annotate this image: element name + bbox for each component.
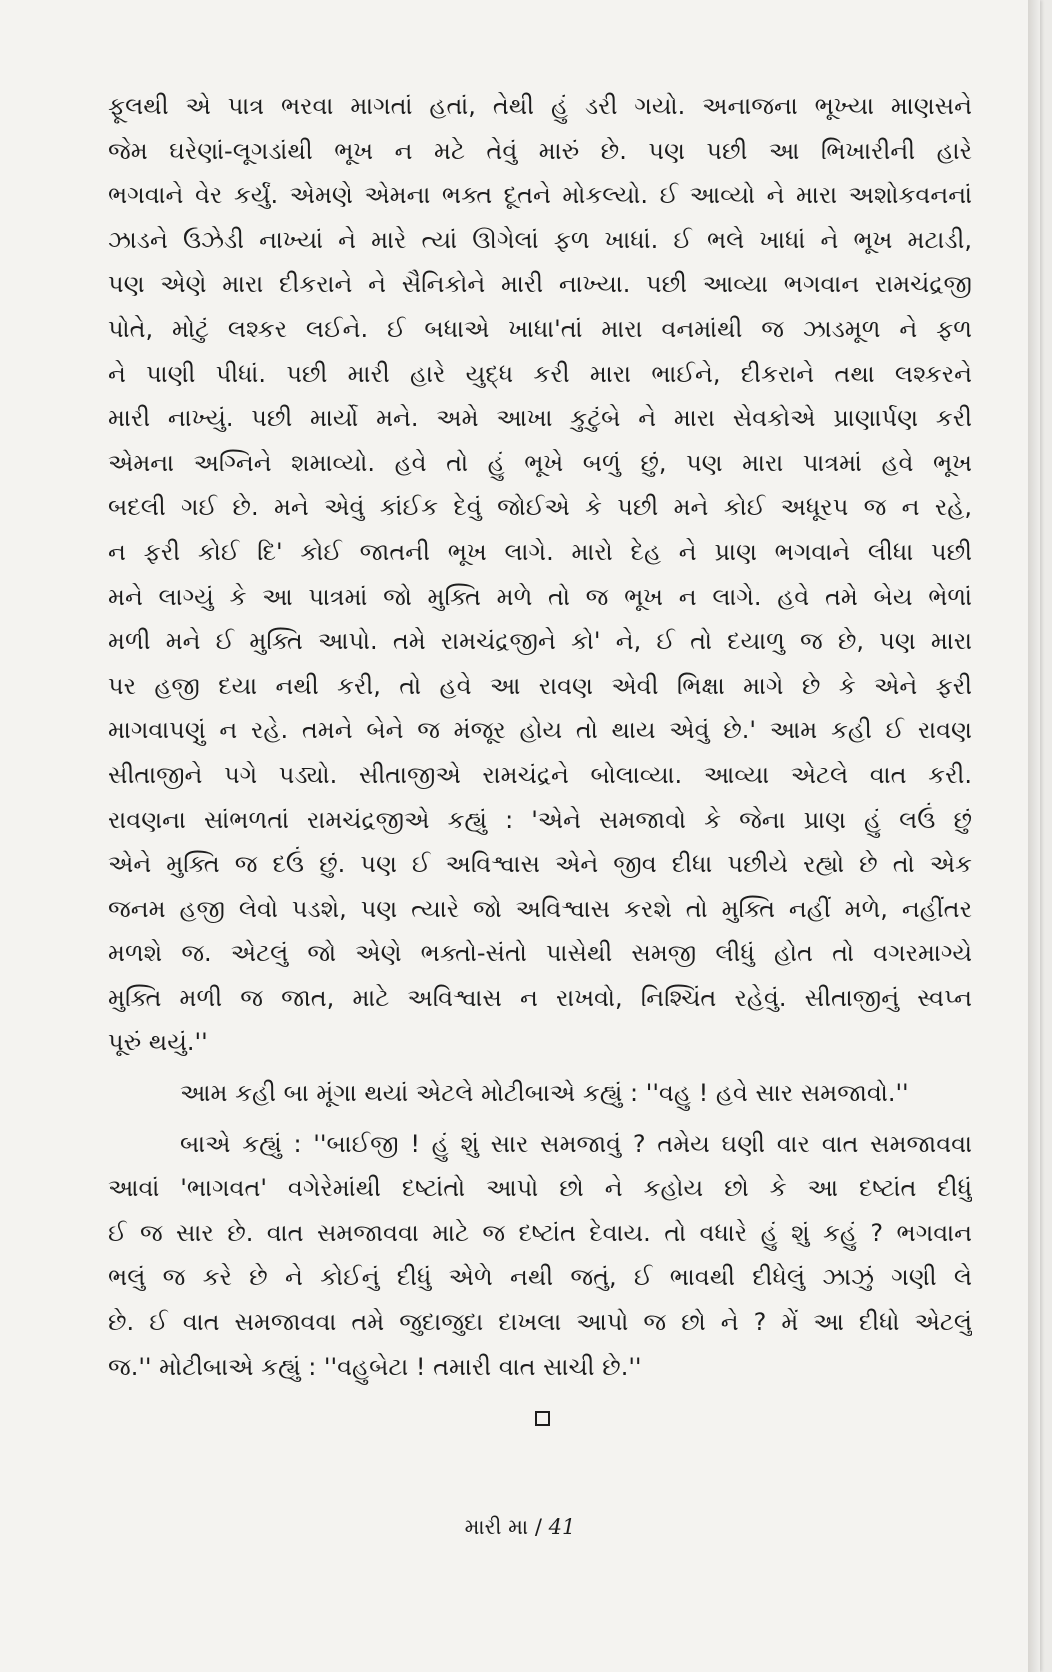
text-line: મને લાગ્યું કે આ પાત્રમાં જો મુક્તિ મળે તો જ ભૂખ ન લાગે. હવે તમે બેય ભેળાં xyxy=(108,582,972,611)
text-line: જેમ ઘરેણાં-લૂગડાંથી ભૂખ ન મટે તેવું મારું છે. પણ પછી આ ભિખારીની હારે xyxy=(108,136,972,165)
paragraph-3 xyxy=(108,1122,972,1390)
text-line: ઝાડને ઉઝેડી નાખ્યાં ને મારે ત્યાં ઊગેલાં ફળ ખાધાં. ઈ ભલે ખાધાં ને ભૂખ મટાડી, xyxy=(108,225,972,254)
paragraph-1 xyxy=(108,84,972,1065)
text-line: જનમ હજી લેવો પડશે, પણ ત્યારે જો અવિશ્વાસ કરશે તો મુક્તિ નહીં મળે, નહીંતર xyxy=(108,894,972,923)
text-line: પોતે, મોટું લશ્કર લઈને. ઈ બધાએ ખાધા'તાં મારા વનમાંથી જ ઝાડમૂળ ને ફળ xyxy=(108,314,972,343)
text-line: રાવણના સાંભળતાં રામચંદ્રજીએ કહ્યું : 'એને સમજાવો કે જેના પ્રાણ હું લઉં છું xyxy=(108,805,972,834)
text-line: એમના અગ્નિને શમાવ્યો. હવે તો હું ભૂખે બળું છું, પણ મારા પાત્રમાં હવે ભૂખ xyxy=(108,448,972,477)
text-line: પણ એણે મારા દીકરાને ને સૈનિકોને મારી નાખ્યા. પછી આવ્યા ભગવાન રામચંદ્રજી xyxy=(108,270,972,299)
page-number: 41 xyxy=(548,1515,576,1539)
section-end-square-icon xyxy=(535,1411,550,1426)
body-text xyxy=(108,84,972,1389)
text-line: ભલું જ કરે છે ને કોઈનું દીધું એળે નથી જતું, ઈ ભાવથી દીધેલું ઝાઝું ગણી લે xyxy=(108,1263,972,1292)
text-line: ઈ જ સાર છે. વાત સમજાવવા માટે જ દષ્ટાંત દેવાય. તો વધારે હું શું કહું ? ભગવાન xyxy=(108,1218,972,1247)
text-line: આવાં 'ભાગવત' વગેરેમાંથી દષ્ટાંતો આપો છો ને કહોય છો કે આ દષ્ટાંત દીધું xyxy=(108,1174,972,1203)
text-line: એને મુક્તિ જ દઉં છું. પણ ઈ અવિશ્વાસ એને જીવ દીધા પછીયે રહ્યો છે તો એક xyxy=(108,850,972,879)
text-line: મારી નાખ્યું. પછી માર્યો મને. અમે આખા કુટુંબે ને મારા સેવકોએ પ્રાણાર્પણ કરી xyxy=(108,404,972,433)
paragraph-2: આમ કહી બા મૂંગા થયાં એટલે મોટીબાએ કહ્યું : ''વહુ ! હવે સાર સમજાવો.'' xyxy=(180,1079,909,1108)
text-line: ભગવાને વેર કર્યું. એમણે એમના ભક્ત દૂતને મોકલ્યો. ઈ આવ્યો ને મારા અશોકવનનાં xyxy=(108,181,972,210)
text-line: પૂરું થયું.'' xyxy=(108,1028,208,1057)
text-line: સીતાજીને પગે પડ્યો. સીતાજીએ રામચંદ્રને બોલાવ્યા. આવ્યા એટલે વાત કરી. xyxy=(108,760,972,789)
text-line: છે. ઈ વાત સમજાવવા તમે જુદાજુદા દાખલા આપો જ છો ને ? મેં આ દીધો એટલું xyxy=(108,1308,972,1337)
text-line: માગવાપણું ન રહે. તમને બેને જ મંજૂર હોય તો થાય એવું છે.' આમ કહી ઈ રાવણ xyxy=(108,716,972,745)
running-book-title: મારી મા xyxy=(464,1515,529,1539)
page-edge xyxy=(1028,0,1040,1672)
text-line: ને પાણી પીધાં. પછી મારી હારે યુદ્ધ કરી મારા ભાઈને, દીકરાને તથા લશ્કરને xyxy=(108,359,972,388)
text-line: ફૂલથી એ પાત્ર ભરવા માગતાં હતાં, તેથી હું ડરી ગયો. અનાજના ભૂખ્યા માણસને xyxy=(108,92,972,120)
footer-separator: / xyxy=(528,1515,549,1539)
text-line: મળી મને ઈ મુક્તિ આપો. તમે રામચંદ્રજીને કો' ને, ઈ તો દયાળુ જ છે, પણ મારા xyxy=(108,627,972,656)
text-line: મળશે જ. એટલું જો એણે ભક્તો-સંતો પાસેથી સમજી લીધું હોત તો વગરમાગ્યે xyxy=(108,939,972,968)
page-footer xyxy=(0,1515,1040,1540)
text-line: બાએ કહ્યું : ''બાઈજી ! હું શું સાર સમજાવું ? તમેય ઘણી વાર વાત સમજાવવા xyxy=(180,1129,972,1158)
text-line: મુક્તિ મળી જ જાત, માટે અવિશ્વાસ ન રાખવો, નિશ્ચિંત રહેવું. સીતાજીનું સ્વપ્ન xyxy=(108,983,972,1012)
text-line: પર હજી દયા નથી કરી, તો હવે આ રાવણ એવી ભિક્ષા માગે છે કે એને ફરી xyxy=(108,671,972,700)
text-line: ન ફરી કોઈ દિ' કોઈ જાતની ભૂખ લાગે. મારો દેહ ને પ્રાણ ભગવાને લીધા પછી xyxy=(108,537,972,566)
text-line: બદલી ગઈ છે. મને એવું કાંઈક દેવું જોઈએ કે પછી મને કોઈ અધૂરપ જ ન રહે, xyxy=(108,493,972,522)
text-line: જ.'' મોટીબાએ કહ્યું : ''વહુબેટા ! તમારી વાત સાચી છે.'' xyxy=(108,1352,642,1381)
